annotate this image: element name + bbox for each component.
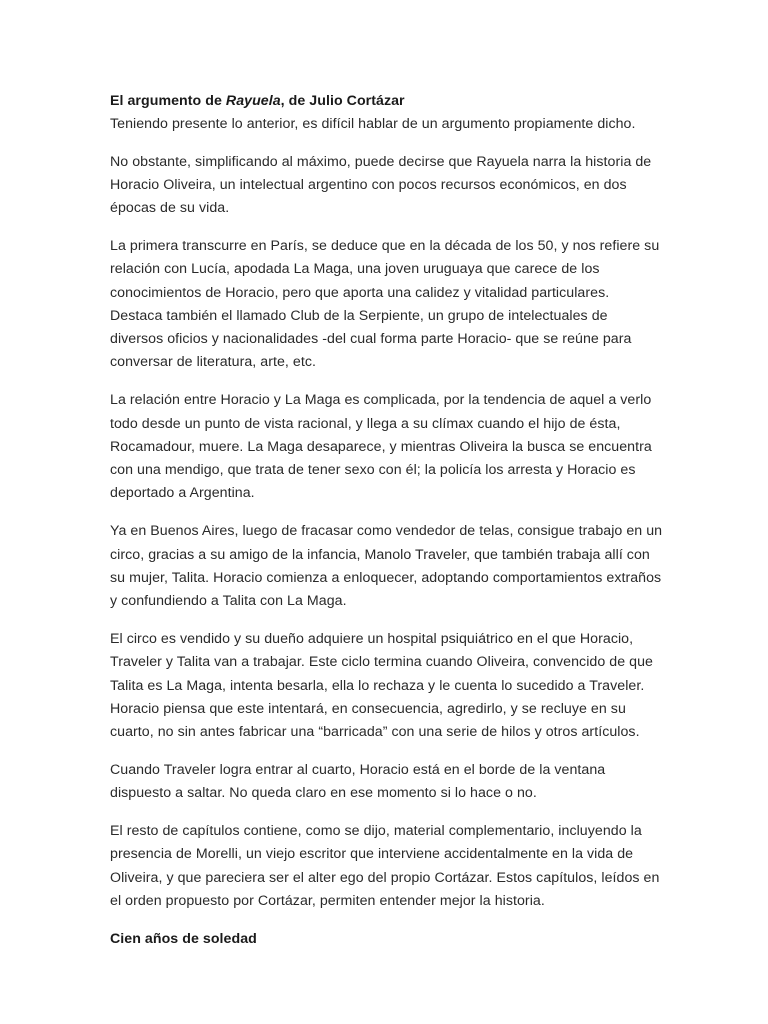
paragraph-line: diversos oficios y nacionalidades -del cual forma parte Horacio- que se reúne para: [110, 331, 632, 348]
paragraph-line: Rocamadour, muere. La Maga desaparece, y mientras Oliveira la busca se encuentra: [110, 438, 652, 455]
section-heading-rayuela: [110, 90, 670, 113]
paragraph-line: relación con Lucía, apodada La Maga, una joven uruguaya que carece de los: [110, 261, 600, 278]
paragraph: [110, 235, 670, 375]
section-heading-cien-anos: Cien años de soledad: [110, 930, 257, 947]
paragraph-line: Traveler y Talita van a trabajar. Este ciclo termina cuando Oliveira, convencido de que: [110, 654, 653, 671]
paragraph-line: No obstante, simplificando al máximo, puede decirse que Rayuela narra la historia de: [110, 153, 652, 170]
heading-prefix: El argumento de: [110, 93, 226, 109]
intro-line: Teniendo presente lo anterior, es difícil hablar de un argumento propiamente dicho.: [110, 116, 636, 133]
paragraph: [110, 820, 670, 913]
paragraph-line: Ya en Buenos Aires, luego de fracasar como vendedor de telas, consigue trabajo en un: [110, 523, 663, 540]
paragraph: [110, 628, 670, 744]
paragraph-line: El circo es vendido y su dueño adquiere un hospital psiquiátrico en el que Horacio,: [110, 630, 634, 647]
paragraph-line: Talita es La Maga, intenta besarla, ella lo rechaza y le cuenta lo sucedido a Traveler.: [110, 677, 645, 694]
paragraph-line: conocimientos de Horacio, pero que aporta una calidez y vitalidad particulares.: [110, 284, 610, 301]
paragraph-line: deportado a Argentina.: [110, 485, 255, 502]
paragraph-line: Horacio piensa que este intentará, en consecuencia, agredirlo, y se recluye en su: [110, 700, 626, 717]
paragraph-line: conversar de literatura, arte, etc.: [110, 354, 316, 371]
paragraph-line: Oliveira, y que pareciera ser el alter ego del propio Cortázar. Estos capítulos, leídos en: [110, 869, 660, 886]
paragraph-line: presencia de Morelli, un viejo escritor que interviene accidentalmente en la vida de: [110, 846, 634, 863]
paragraph-line: La relación entre Horacio y La Maga es complicada, por la tendencia de aquel a verlo: [110, 392, 652, 409]
paragraph-line: su mujer, Talita. Horacio comienza a enloquecer, adoptando comportamientos extraños: [110, 569, 662, 586]
paragraph: [110, 759, 670, 806]
heading-book-title: Rayuela: [225, 93, 281, 109]
paragraph-line: el orden propuesto por Cortázar, permiten entender mejor la historia.: [110, 892, 545, 909]
paragraph-line: La primera transcurre en París, se deduce que en la década de los 50, y nos refiere su: [110, 237, 660, 254]
paragraph-line: dispuesto a saltar. No queda claro en ese momento si lo hace o no.: [110, 785, 537, 802]
heading-suffix: , de Julio Cortázar: [280, 93, 405, 109]
paragraph-list: [110, 151, 670, 914]
paragraph: [110, 389, 670, 505]
paragraph-line: épocas de su vida.: [110, 200, 230, 217]
paragraph-line: con una mendigo, que trata de tener sexo con él; la policía los arresta y Horacio es: [110, 462, 636, 479]
paragraph-line: circo, gracias a su amigo de la infancia, Manolo Traveler, que también trabaja allí con: [110, 546, 650, 563]
paragraph: [110, 151, 670, 221]
paragraph: [110, 520, 670, 613]
paragraph-line: cuarto, no sin antes fabricar una “barricada” con una serie de hilos y otros artículos.: [110, 724, 640, 741]
document-page: [110, 90, 670, 951]
paragraph-line: Destaca también el llamado Club de la Serpiente, un grupo de intelectuales de: [110, 307, 608, 324]
paragraph-line: todo desde un punto de vista racional, y llega a su clímax cuando el hijo de ésta,: [110, 415, 621, 432]
paragraph-line: Cuando Traveler logra entrar al cuarto, Horacio está en el borde de la ventana: [110, 761, 606, 778]
paragraph-line: y confundiendo a Talita con La Maga.: [110, 593, 347, 610]
paragraph-line: El resto de capítulos contiene, como se dijo, material complementario, incluyendo la: [110, 823, 642, 840]
paragraph-line: Horacio Oliveira, un intelectual argentino con pocos recursos económicos, en dos: [110, 176, 627, 193]
